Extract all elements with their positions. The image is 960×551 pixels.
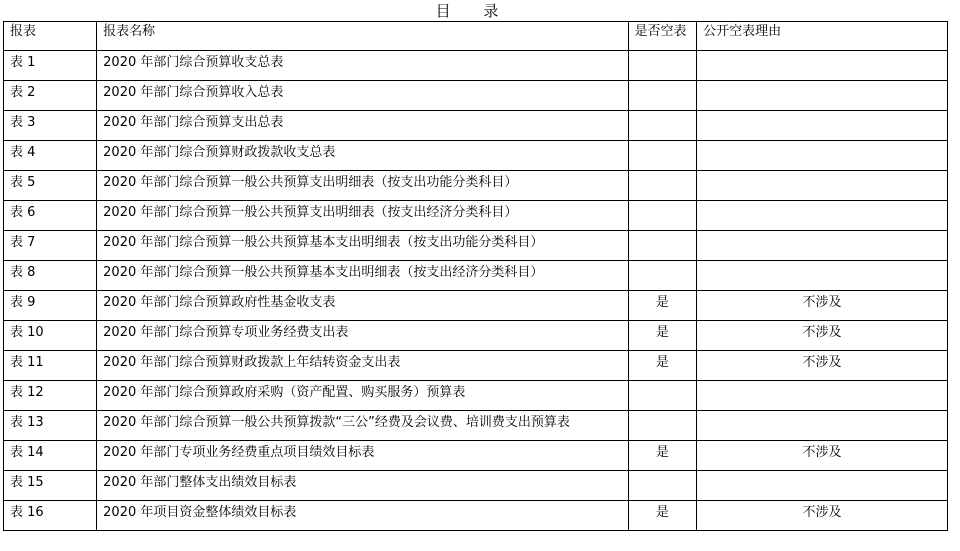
row-empty: 是 — [628, 321, 697, 351]
table-row — [4, 471, 948, 501]
row-reason: 不涉及 — [697, 351, 948, 381]
row-id: 表 1 — [4, 51, 97, 81]
row-name: 2020 年部门综合预算收支总表 — [97, 51, 628, 81]
row-name: 2020 年部门综合预算财政拨款上年结转资金支出表 — [97, 351, 628, 381]
row-reason: 不涉及 — [697, 291, 948, 321]
row-empty — [628, 381, 697, 411]
table-row — [4, 291, 948, 321]
row-id: 表 2 — [4, 81, 97, 111]
row-reason — [697, 261, 948, 291]
row-id: 表 16 — [4, 501, 97, 531]
row-id: 表 5 — [4, 171, 97, 201]
row-name: 2020 年部门整体支出绩效目标表 — [97, 471, 628, 501]
header-id: 报表 — [4, 22, 97, 51]
row-reason — [697, 141, 948, 171]
table-row — [4, 51, 948, 81]
row-reason: 不涉及 — [697, 321, 948, 351]
row-reason — [697, 81, 948, 111]
row-id: 表 7 — [4, 231, 97, 261]
row-empty — [628, 51, 697, 81]
table-row — [4, 111, 948, 141]
row-id: 表 10 — [4, 321, 97, 351]
row-empty: 是 — [628, 501, 697, 531]
table-row — [4, 261, 948, 291]
row-id: 表 12 — [4, 381, 97, 411]
row-id: 表 3 — [4, 111, 97, 141]
row-name: 2020 年部门综合预算一般公共预算拨款“三公”经费及会议费、培训费支出预算表 — [97, 411, 628, 441]
row-name: 2020 年部门综合预算一般公共预算基本支出明细表（按支出功能分类科目） — [97, 231, 628, 261]
row-empty — [628, 141, 697, 171]
row-name: 2020 年部门综合预算支出总表 — [97, 111, 628, 141]
row-reason — [697, 471, 948, 501]
table-row — [4, 351, 948, 381]
row-empty — [628, 201, 697, 231]
row-reason — [697, 231, 948, 261]
row-empty — [628, 231, 697, 261]
row-reason — [697, 411, 948, 441]
table-of-contents — [3, 21, 948, 531]
row-empty: 是 — [628, 291, 697, 321]
row-empty: 是 — [628, 351, 697, 381]
table-row — [4, 81, 948, 111]
row-empty — [628, 471, 697, 501]
row-name: 2020 年部门综合预算收入总表 — [97, 81, 628, 111]
row-name: 2020 年部门综合预算一般公共预算支出明细表（按支出功能分类科目） — [97, 171, 628, 201]
table-row — [4, 381, 948, 411]
row-name: 2020 年项目资金整体绩效目标表 — [97, 501, 628, 531]
header-reason: 公开空表理由 — [697, 22, 948, 51]
row-reason: 不涉及 — [697, 441, 948, 471]
row-empty — [628, 81, 697, 111]
row-id: 表 11 — [4, 351, 97, 381]
row-id: 表 8 — [4, 261, 97, 291]
row-name: 2020 年部门综合预算财政拨款收支总表 — [97, 141, 628, 171]
row-name: 2020 年部门综合预算政府性基金收支表 — [97, 291, 628, 321]
table-row — [4, 501, 948, 531]
row-name: 2020 年部门综合预算专项业务经费支出表 — [97, 321, 628, 351]
row-id: 表 15 — [4, 471, 97, 501]
row-name: 2020 年部门综合预算一般公共预算支出明细表（按支出经济分类科目） — [97, 201, 628, 231]
row-reason — [697, 201, 948, 231]
table-row — [4, 441, 948, 471]
table-row — [4, 321, 948, 351]
header-name: 报表名称 — [97, 22, 628, 51]
table-row — [4, 411, 948, 441]
row-id: 表 14 — [4, 441, 97, 471]
row-empty: 是 — [628, 441, 697, 471]
row-name: 2020 年部门综合预算一般公共预算基本支出明细表（按支出经济分类科目） — [97, 261, 628, 291]
table-row — [4, 141, 948, 171]
page-title: 目 录 — [435, 2, 513, 20]
row-name: 2020 年部门综合预算政府采购（资产配置、购买服务）预算表 — [97, 381, 628, 411]
table-row — [4, 171, 948, 201]
row-name: 2020 年部门专项业务经费重点项目绩效目标表 — [97, 441, 628, 471]
table-row — [4, 231, 948, 261]
row-empty — [628, 261, 697, 291]
row-empty — [628, 171, 697, 201]
row-id: 表 6 — [4, 201, 97, 231]
header-empty: 是否空表 — [628, 22, 697, 51]
row-reason: 不涉及 — [697, 501, 948, 531]
row-reason — [697, 51, 948, 81]
row-reason — [697, 171, 948, 201]
row-reason — [697, 111, 948, 141]
row-id: 表 9 — [4, 291, 97, 321]
row-id: 表 13 — [4, 411, 97, 441]
row-id: 表 4 — [4, 141, 97, 171]
row-empty — [628, 411, 697, 441]
row-reason — [697, 381, 948, 411]
row-empty — [628, 111, 697, 141]
table-row — [4, 201, 948, 231]
header-row — [4, 22, 948, 51]
